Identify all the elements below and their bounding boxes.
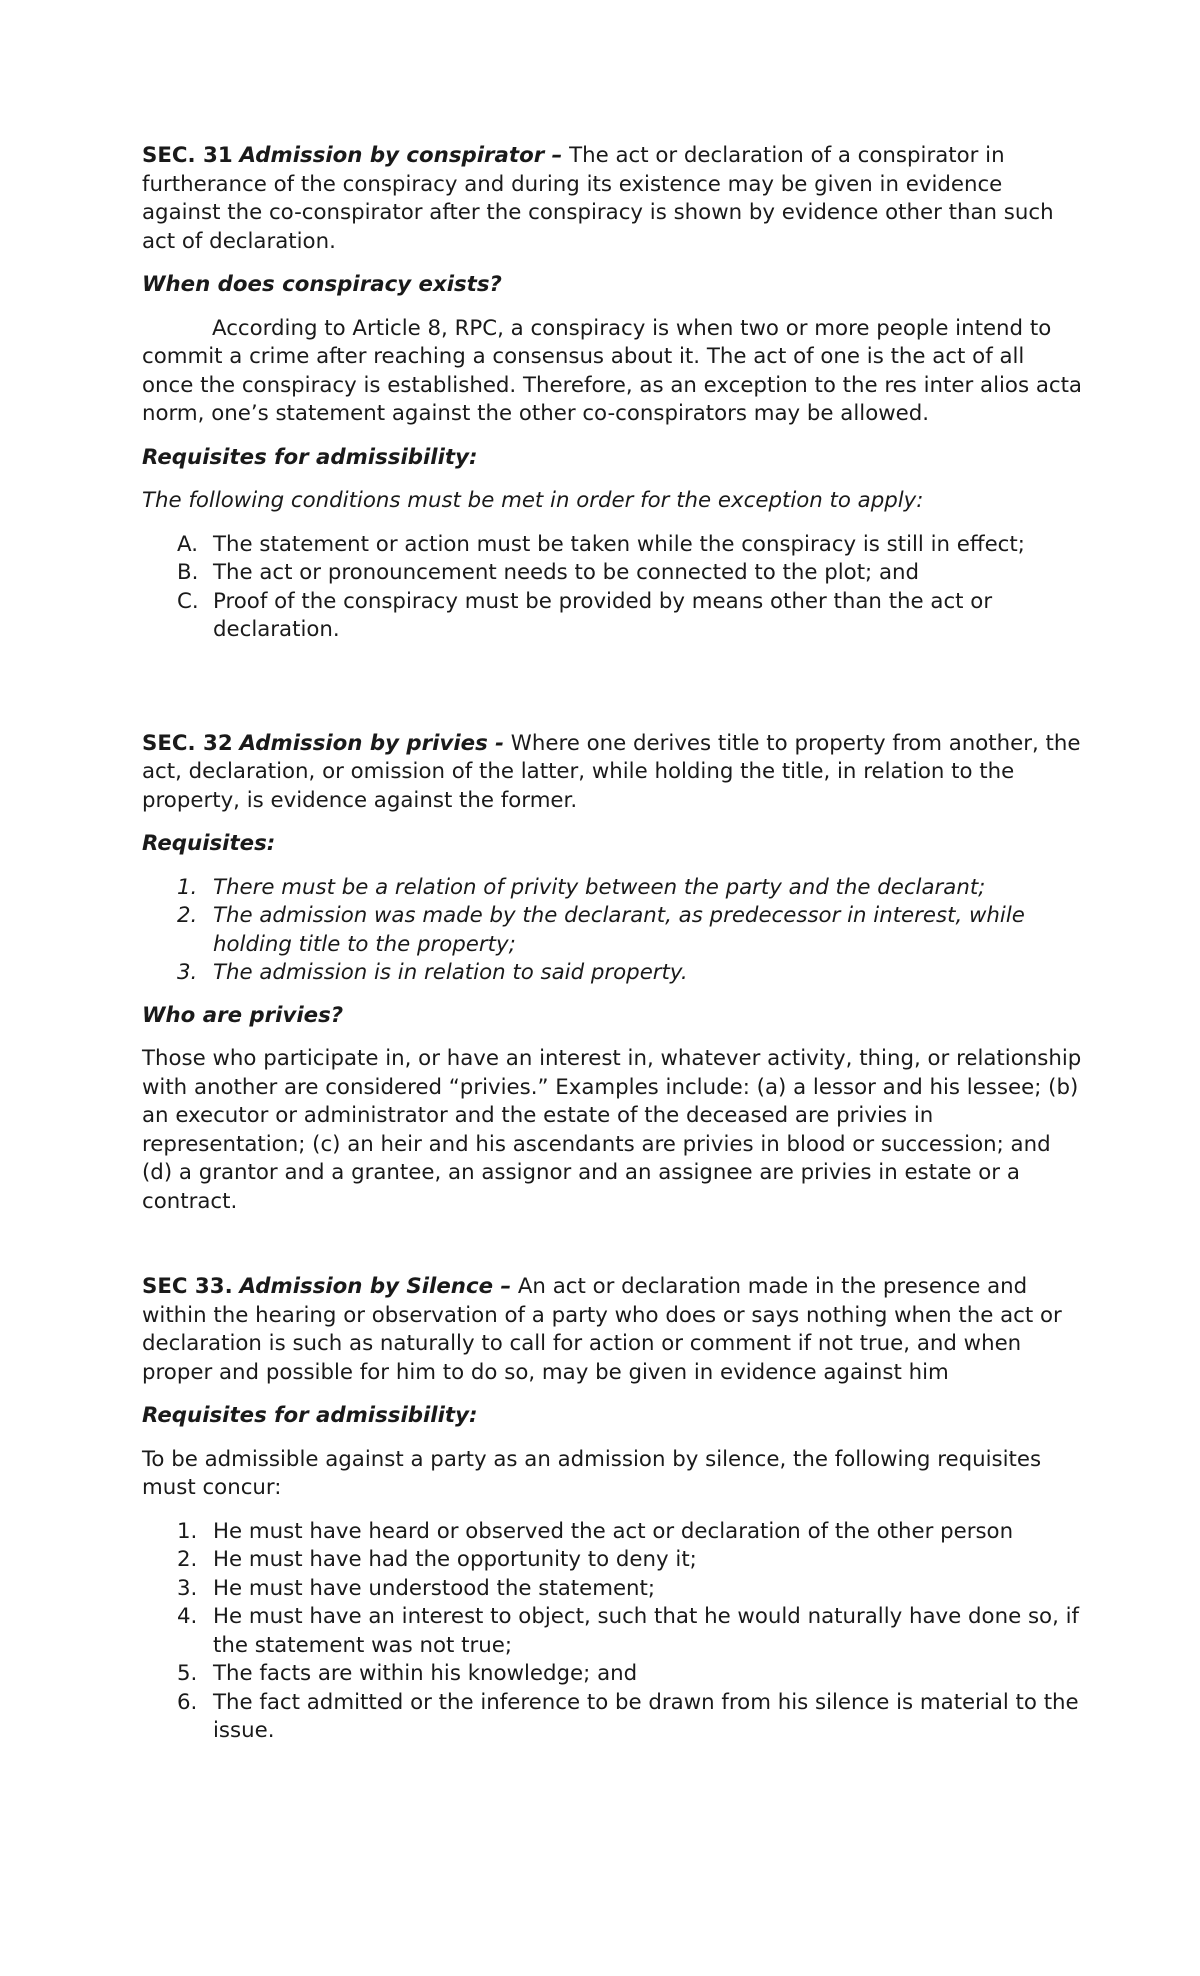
list-item-text: The admission is in relation to said property.: [213, 960, 688, 985]
list-item: [142, 588, 1082, 645]
list-marker: B.: [177, 560, 199, 585]
sec33-text: An act or declaration made in the presence and within the hearing or observation of a party who does or says nothing when the act or declaration is such as naturally to call for action or comment if not true, and when proper and possible for him to do so, may be given in evidence against him: [142, 1274, 1062, 1385]
list-item: [142, 874, 1082, 903]
list-marker: 6.: [177, 1689, 198, 1715]
sec31-requisites-list: [142, 531, 1082, 645]
list-item-text: The admission was made by the declarant, as predecessor in interest, while holding title to the property;: [213, 903, 1025, 957]
sec33-requisites-intro: To be admissible against a party as an admission by silence, the following requisites must concur:: [142, 1446, 1042, 1500]
list-item: [142, 531, 1082, 560]
list-item: [142, 1518, 1082, 1547]
sec33-title: Admission by Silence –: [239, 1274, 512, 1299]
sec32-question-paragraph: Those who participate in, or have an interest in, whatever activity, thing, or relationship with another are considered “privies.” Examples include: (a) a lessor and his lessee; (b) an executor or administrator and the estate of the deceased are privies in representation; (c) an heir and his ascendants are privies in blood or succession; and (d) a grantor and a grantee, an assignor and an assignee are privies in estate or a contract.: [142, 1046, 1082, 1214]
list-item-text: There must be a relation of privity between the party and the declarant;: [213, 874, 986, 900]
sec32-number: SEC. 32: [142, 730, 233, 756]
list-marker: 2.: [177, 1547, 198, 1572]
list-marker: 1.: [177, 874, 198, 900]
list-marker: 3.: [177, 960, 198, 985]
list-item-text: The act or pronouncement needs to be connected to the plot; and: [213, 560, 920, 585]
list-marker: 3.: [177, 1575, 198, 1601]
list-item: [142, 1660, 1082, 1689]
list-item: [142, 1689, 1082, 1746]
sec32-title: Admission by privies -: [239, 730, 505, 756]
list-item: [142, 1603, 1082, 1660]
sec31-title: Admission by conspirator –: [239, 143, 563, 168]
list-marker: 5.: [177, 1661, 198, 1686]
sec33-requisites-heading: Requisites for admissibility:: [142, 1403, 478, 1428]
list-item-text: Proof of the conspiracy must be provided by means other than the act or declaration.: [213, 588, 993, 642]
list-marker: 1.: [177, 1518, 198, 1544]
list-item-text: He must have an interest to object, such that he would naturally have done so, if the statement was not true;: [213, 1604, 1080, 1658]
sec31-number: SEC. 31: [142, 143, 233, 168]
list-item-text: He must have had the opportunity to deny it;: [213, 1547, 697, 1572]
sec31-question-paragraph: According to Article 8, RPC, a conspiracy is when two or more people intend to commit a crime after reaching a consensus about it. The act of one is the act of all once the conspiracy is established. Therefore, as an exception to the res inter alios acta norm, one’s statement against the other co-conspirators may be allowed.: [142, 315, 1082, 426]
sec31-requisites-heading: Requisites for admissibility:: [142, 444, 478, 470]
sec31-paragraph: [142, 142, 1082, 256]
sec32-requisites-heading: Requisites:: [142, 831, 276, 856]
sec31-requisites-intro: The following conditions must be met in order for the exception to apply:: [142, 488, 924, 513]
list-marker: A.: [177, 531, 198, 557]
sec32-text: Where one derives title to property from another, the act, declaration, or omission of the latter, while holding the title, in relation to the property, is evidence against the former.: [142, 730, 1081, 813]
sec31-text: The act or declaration of a conspirator in furtherance of the conspiracy and during its existence may be given in evidence against the co-conspirator after the conspiracy is shown by evidence other than such act of declaration.: [142, 143, 1054, 254]
list-marker: 2.: [177, 903, 198, 928]
sec32-question-heading: Who are privies?: [142, 1002, 344, 1028]
sec33-number: SEC 33.: [142, 1274, 233, 1299]
sec32-requisites-list: [142, 874, 1082, 988]
sec31-question-heading: When does conspiracy exists?: [142, 272, 502, 297]
sec33-requisites-list: [142, 1518, 1082, 1746]
list-item: [142, 1575, 1082, 1604]
document-page: [142, 142, 1082, 1746]
list-item-text: The facts are within his knowledge; and: [213, 1661, 638, 1686]
list-item-text: He must have understood the statement;: [213, 1575, 656, 1601]
list-item: [142, 1546, 1082, 1575]
list-marker: C.: [177, 588, 199, 614]
list-item: [142, 902, 1082, 959]
sec33-paragraph: [142, 1273, 1082, 1387]
list-item-text: The fact admitted or the inference to be drawn from his silence is material to the issue.: [213, 1689, 1079, 1743]
sec32-paragraph: [142, 730, 1082, 816]
list-marker: 4.: [177, 1604, 198, 1629]
list-item: [142, 559, 1082, 588]
list-item: [142, 959, 1082, 988]
list-item-text: The statement or action must be taken while the conspiracy is still in effect;: [213, 531, 1025, 557]
list-item-text: He must have heard or observed the act or declaration of the other person: [213, 1518, 1014, 1544]
